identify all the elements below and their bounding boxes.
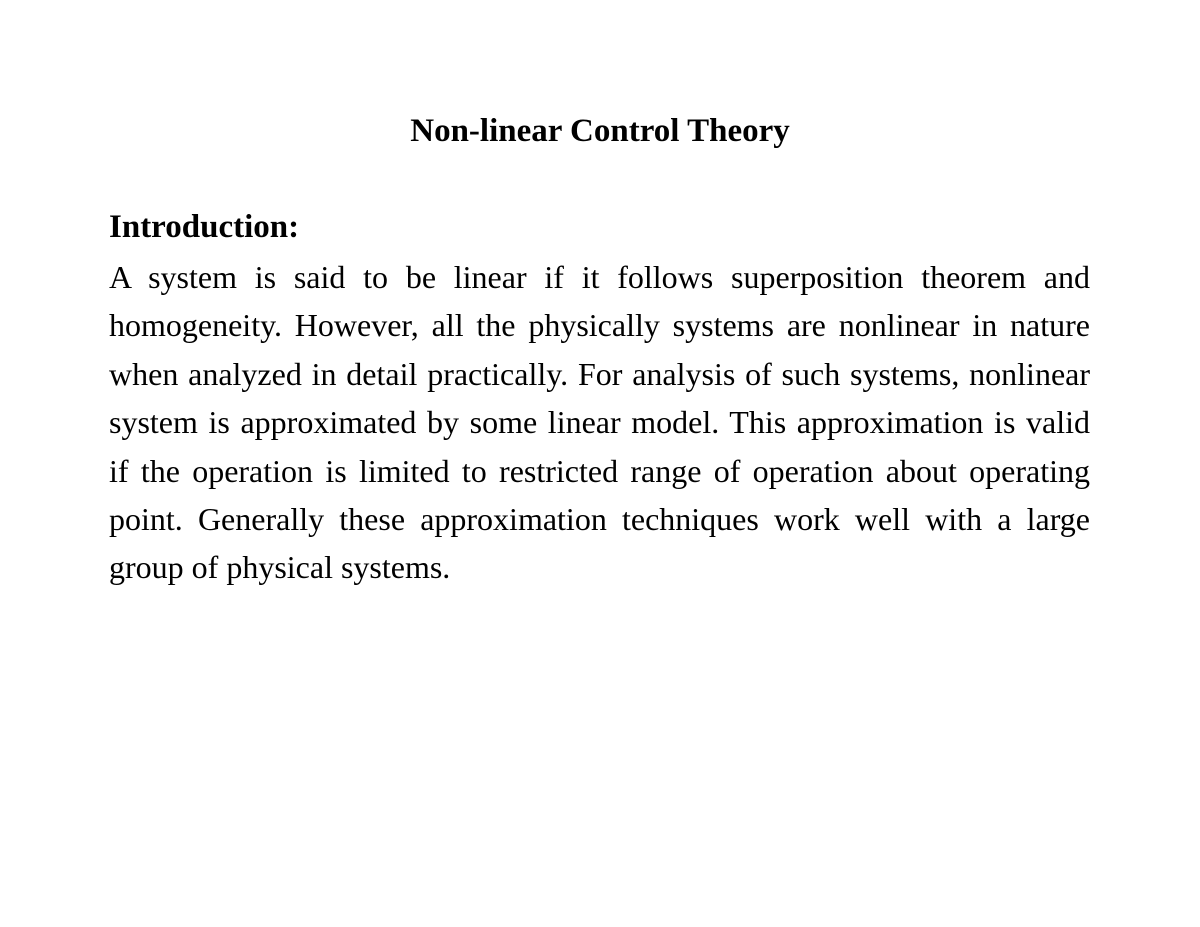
section-heading-introduction: Introduction: bbox=[109, 209, 300, 245]
document-title: Non-linear Control Theory bbox=[410, 113, 790, 149]
introduction-paragraph: A system is said to be linear if it follows superposition theorem and homogeneity. However, all the physically systems are nonlinear in nature when analyzed in detail practically. For analysis of such systems, nonlinear system is approximated by some linear model. This approximation is valid if the operation is limited to restricted range of operation about operating point. Generally these approximation techniques work well with a large group of physical systems. bbox=[109, 259, 1090, 586]
